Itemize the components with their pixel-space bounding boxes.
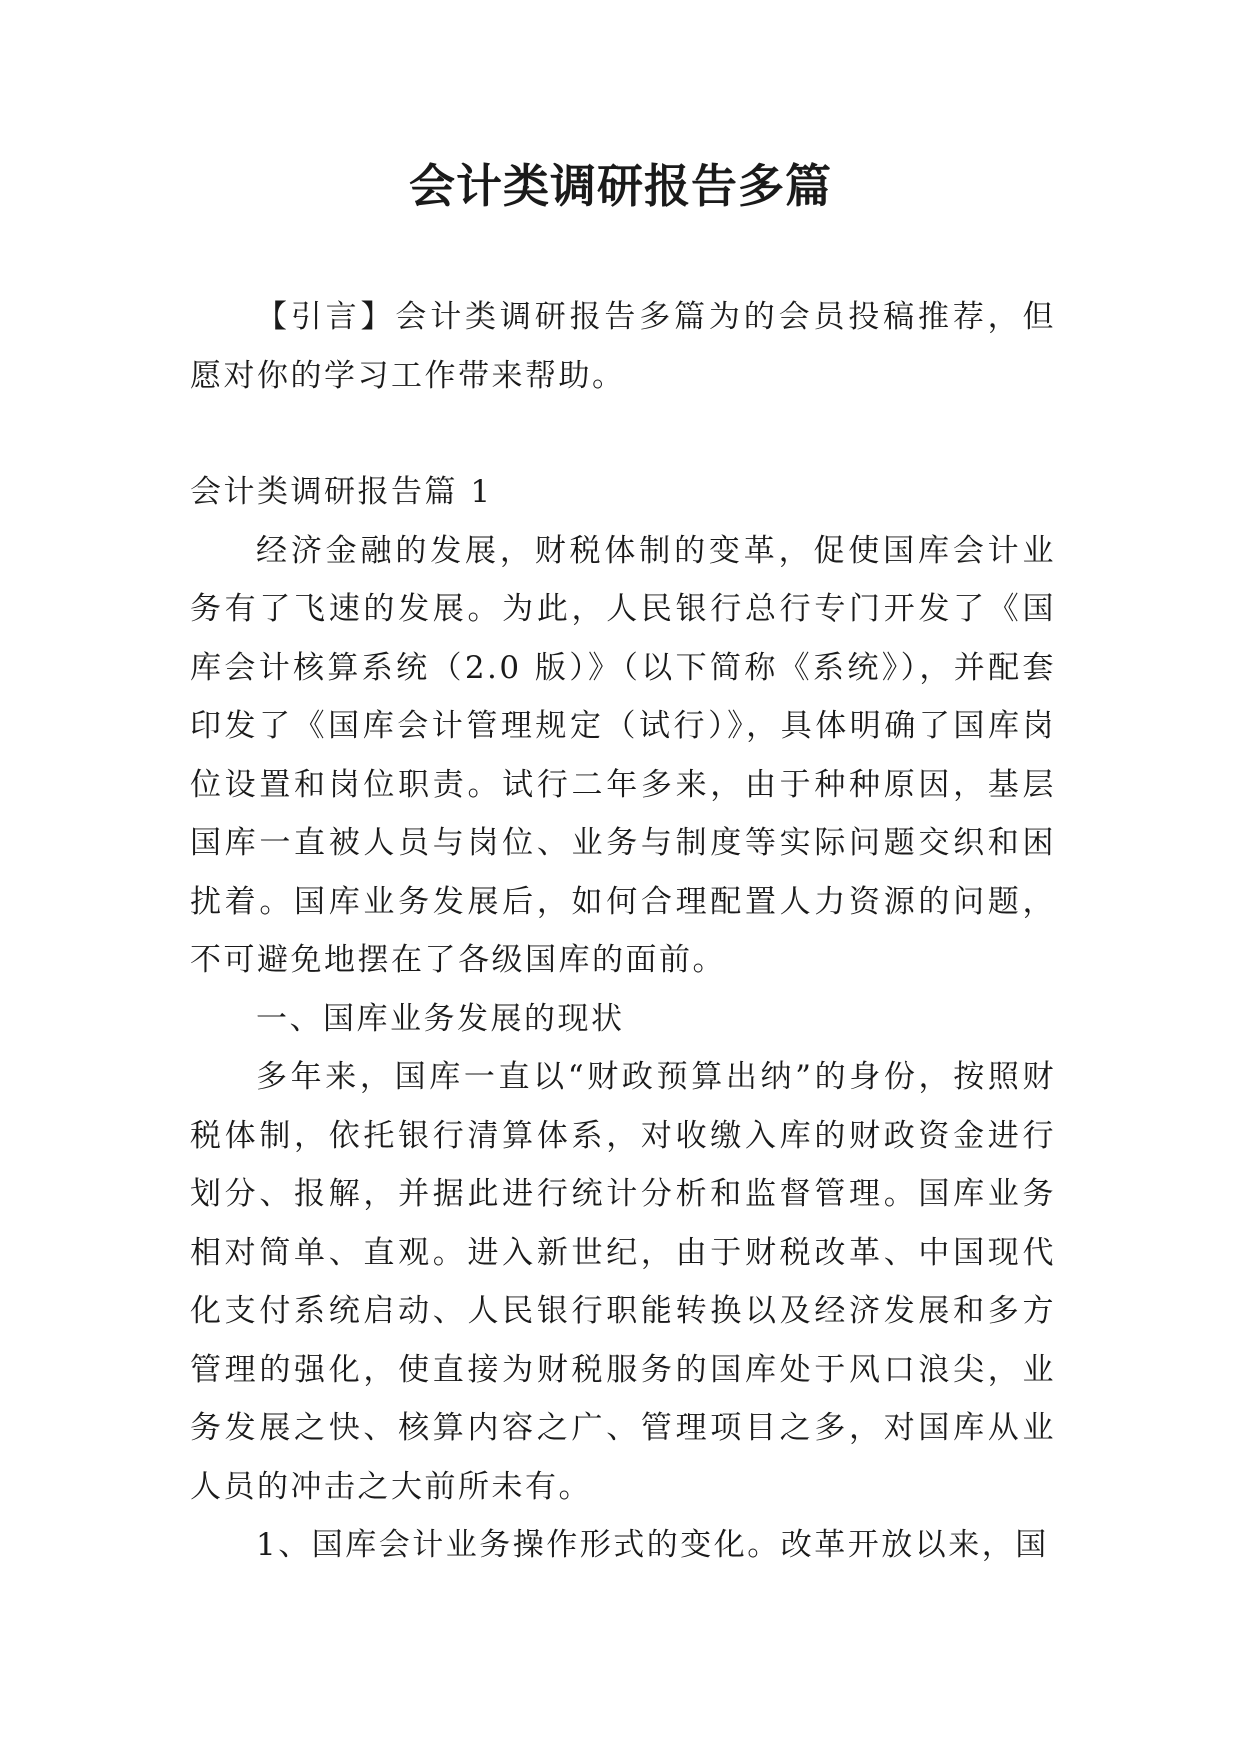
body-paragraph: 多年来，国库一直以“财政预算出纳”的身份，按照财税体制，依托银行清算体系，对收缴入库的财政资金进行划分、报解，并据此进行统计分析和监督管理。国库业务相对简单、直观。进入新世纪，由于财税改革、中国现代化支付系统启动、人民银行职能转换以及经济发展和多方管理的强化，使直接为财税服务的国库处于风口浪尖，业务发展之快、核算内容之广、管理项目之多，对国库从业人员的冲击之大前所未有。 [190,1059,1056,1505]
subsection-heading: 一、国库业务发展的现状 [256,1000,625,1037]
document-title: 会计类调研报告多篇 [409,159,832,213]
section-heading: 会计类调研报告篇 1 [190,474,493,510]
document-body [190,288,1056,1575]
body-paragraph: 经济金融的发展，财税体制的变革，促使国库会计业务有了飞速的发展。为此，人民银行总行专门开发了《国库会计核算系统（2.0 版）》（以下简称《系统》），并配套印发了《国库会计管理规定（试行）》，具体明确了国库岗位设置和岗位职责。试行二年多来，由于种种原因，基层国库一直被人员与岗位、业务与制度等实际问题交织和困扰着。国库业务发展后，如何合理配置人力资源的问题，不可避免地摆在了各级国库的面前。 [190,532,1056,978]
body-paragraph: 1、国库会计业务操作形式的变化。改革开放以来，国 [256,1527,1049,1563]
intro-paragraph: 【引言】会计类调研报告多篇为的会员投稿推荐，但愿对你的学习工作带来帮助。 [190,299,1056,394]
